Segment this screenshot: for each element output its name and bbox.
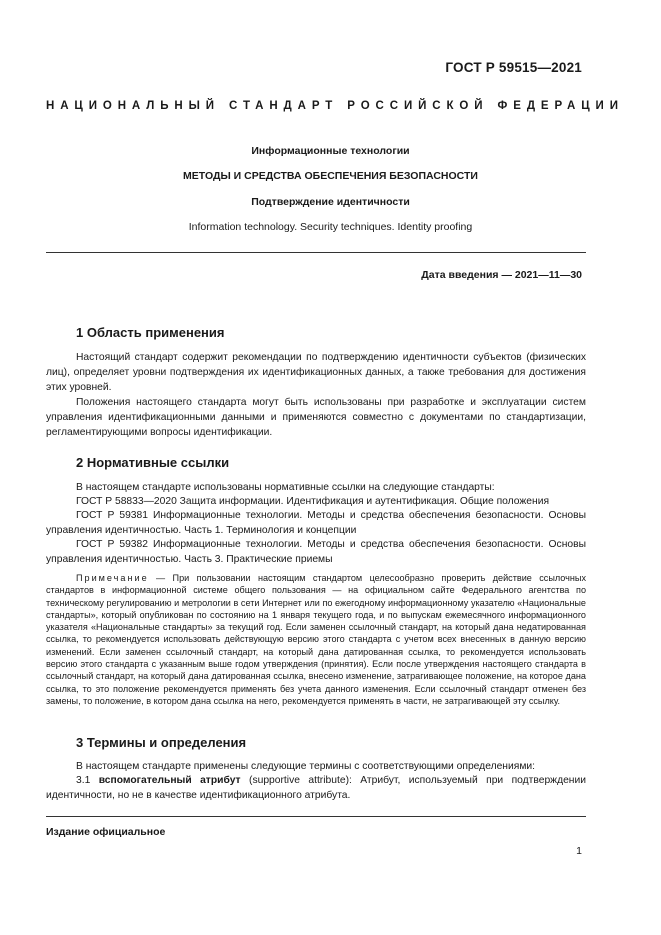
reference-2: ГОСТ Р 59381 Информационные технологии. Методы и средства обеспечения безопасности. Основы управления идентичностью. Часть 1. Терминология и концепции (46, 510, 586, 536)
national-standard-heading: НАЦИОНАЛЬНЫЙ СТАНДАРТ РОССИЙСКОЙ ФЕДЕРАЦИИ (46, 100, 624, 112)
title-subtitle: Подтверждение идентичности (251, 196, 410, 208)
section-2-heading: 2 Нормативные ссылки (76, 455, 230, 470)
bottom-divider (46, 816, 586, 817)
term-definition: (supportive attribute): Атрибут, используемый при подтверждении идентичности, но не в качестве идентификационного атрибута. (46, 775, 586, 801)
section-1-heading: 1 Область применения (76, 325, 225, 340)
references-note (46, 572, 586, 707)
top-divider (46, 252, 586, 253)
title-main: МЕТОДЫ И СРЕДСТВА ОБЕСПЕЧЕНИЯ БЕЗОПАСНОСТИ (183, 170, 478, 182)
note-lead: Примечание (76, 573, 149, 583)
official-edition: Издание официальное (46, 826, 166, 838)
section-2-paragraph-1: В настоящем стандарте использованы нормативные ссылки на следующие стандарты: (76, 482, 495, 493)
reference-1: ГОСТ Р 58833—2020 Защита информации. Идентификация и аутентификация. Общие положения (76, 496, 550, 507)
reference-3: ГОСТ Р 59382 Информационные технологии. Методы и средства обеспечения безопасности. Основы управления идентичностью. Часть 3. Практические приемы (46, 539, 586, 565)
title-category: Информационные технологии (251, 145, 410, 157)
section-1-paragraph-1: Настоящий стандарт содержит рекомендации по подтверждению идентичности субъектов (физических лиц), определяет уровни подтверждения их идентификационных данных, а также требования для достижения этих уровней. (46, 352, 586, 393)
standard-number: ГОСТ Р 59515—2021 (445, 60, 582, 75)
term-3-1 (46, 773, 586, 803)
title-english: Information technology. Security techniques. Identity proofing (188, 221, 473, 233)
section-1-paragraph-2: Положения настоящего стандарта могут быть использованы при разработке и эксплуатации систем управления идентификационными данными и применяются совместно с документами по стандартизации, регламентирующими вопросы идентификации. (46, 397, 586, 438)
note-text: — При пользовании настоящим стандартом целесообразно проверить действие ссылочных стандартов в информационной системе общего пользования — на официальном сайте Федерального агентства по техническому регулированию и метрологии в сети Интернет или по ежегодному информационному указателю «Национальные стандарты», который опубликован по состоянию на 1 января текущего года, и по выпускам ежемесячного информационного указателя «Национальные стандарты» за текущий год. Если заменен ссылочный стандарт, на который дана недатированная ссылка, то рекомендуется использовать действующую версию этого стандарта с учетом всех внесенных в данную версию изменений. Если заменен ссылочный стандарт, на который дана датированная ссылка, то рекомендуется использовать версию этого стандарта с указанным выше годом утверждения (принятия). Если после утверждения настоящего стандарта в ссылочный стандарт, на который дана датированная ссылка, внесено изменение, затрагивающее положение, на которое дана ссылка, то это положение рекомендуется применять без учета данного изменения. Если ссылочный стандарт отменен без замены, то положение, в котором дана ссылка на него, рекомендуется применять в части, не затрагивающей эту ссылку. (46, 573, 586, 706)
term-name: вспомогательный атрибут (98, 775, 241, 786)
section-3-paragraph-1: В настоящем стандарте применены следующие термины с соответствующими определениями: (76, 761, 536, 772)
section-3-heading: 3 Термины и определения (76, 735, 247, 750)
page-number: 1 (576, 845, 582, 857)
term-number: 3.1 (76, 775, 99, 786)
introduction-date: Дата введения — 2021—11—30 (421, 269, 582, 281)
